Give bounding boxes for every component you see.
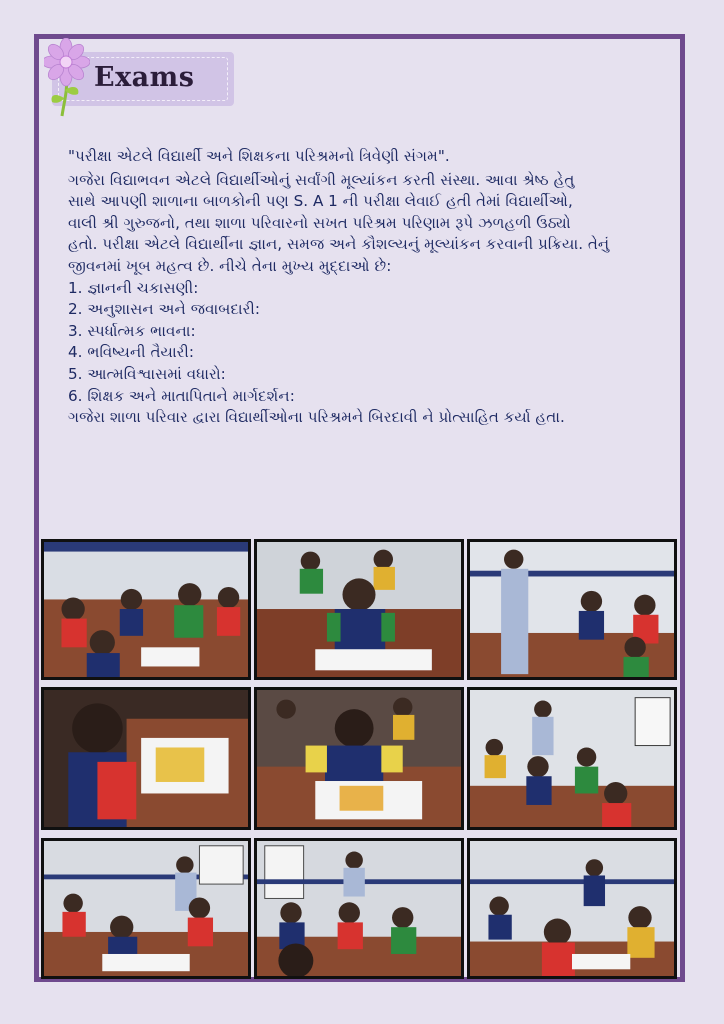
point-item: 1. જ્ઞાનની ચકાસણી: bbox=[68, 278, 199, 297]
point-item: 5. આત્મવિશ્વાસમાં વધારો: bbox=[68, 364, 226, 383]
classroom-photo bbox=[467, 838, 677, 979]
classroom-photo bbox=[254, 539, 464, 680]
article-body bbox=[68, 146, 678, 429]
classroom-photo bbox=[41, 539, 251, 680]
closing-line: ગજેરા શાળા પરિવાર દ્વારા વિદ્યાર્થીઓના પરિશ્રમને બિરદાવી ને પ્રોત્સાહિત કર્યા હતા. bbox=[68, 408, 565, 427]
point-item: 4. ભવિષ્યની તૈયારી: bbox=[68, 343, 194, 362]
classroom-photo bbox=[254, 687, 464, 830]
classroom-photo bbox=[467, 687, 677, 830]
classroom-photo bbox=[467, 539, 677, 680]
body-line: હતો. પરીક્ષા એટલે વિદ્યાર્થીના જ્ઞાન, સમજ અને કૌશલ્યનું મૂલ્યાંકન કરવાની પ્રક્રિયા. તેનું bbox=[68, 235, 610, 254]
body-line: ગજેરા વિદ્યાભવન એટલે વિદ્યાર્થીઓનું સર્વાંગી મૂલ્યાંકન કરતી સંસ્થા. આવા શ્રેષ્ઠ હેતુ bbox=[68, 170, 575, 189]
page-title: Exams bbox=[94, 62, 195, 93]
classroom-photo bbox=[254, 838, 464, 979]
flower-icon bbox=[44, 38, 90, 120]
point-item: 6. શિક્ષક અને માતાપિતાને માર્ગદર્શન: bbox=[68, 386, 295, 405]
body-line: જીવનમાં ખૂબ મહત્વ છે. નીચે તેના મુખ્ય મુદ્દાઓ છે: bbox=[68, 256, 392, 275]
point-item: 3. સ્પર્ધાત્મક ભાવના: bbox=[68, 321, 196, 340]
classroom-photo bbox=[41, 838, 251, 979]
point-item: 2. અનુશાસન અને જવાબદારી: bbox=[68, 300, 260, 319]
quote-line: "પરીક્ષા એટલે વિદ્યાર્થી અને શિક્ષકના પરિશ્રમનો ત્રિવેણી સંગમ". bbox=[68, 147, 450, 165]
body-line: સાથે આપણી શાળાના બાળકોની પણ S. A 1 ની પરીક્ષા લેવાઈ હતી તેમાં વિદ્યાર્થીઓ, bbox=[68, 192, 573, 211]
body-line: વાલી શ્રી ગુરુજનો, તથા શાળા પરિવારનો સખત પરિશ્રમ પરિણામ રૂપે ઝળહળી ઉઠ્યો bbox=[68, 213, 571, 232]
classroom-photo bbox=[41, 687, 251, 830]
